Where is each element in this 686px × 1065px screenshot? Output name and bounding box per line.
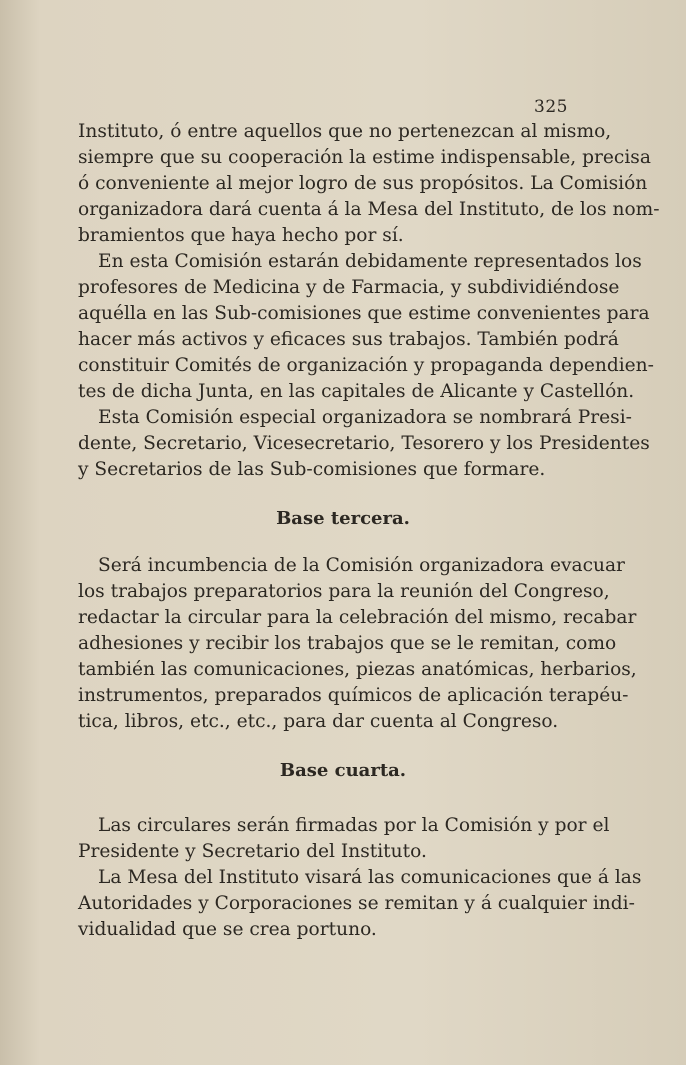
text-line: y Secretarios de las Sub-comisiones que formare. [78,459,546,480]
text-line: ó conveniente al mejor logro de sus propósitos. La Comisión [78,173,648,194]
text-line: aquélla en las Sub-comisiones que estime convenientes para [78,303,650,324]
paragraph-block-1 [78,119,660,483]
text-line: hacer más activos y eficaces sus trabajos. También podrá [78,329,619,350]
text-line: tica, libros, etc., etc., para dar cuenta al Congreso. [78,711,559,732]
text-line: instrumentos, preparados químicos de aplicación terapéu- [78,685,629,706]
text-line: los trabajos preparatorios para la reunión del Congreso, [78,581,610,602]
text-line: Presidente y Secretario del Instituto. [78,841,427,862]
text-line: Autoridades y Corporaciones se remitan y á cualquier indi- [78,893,635,914]
text-line: constituir Comités de organización y propaganda dependien- [78,355,654,376]
text-line: dente, Secretario, Vicesecretario, Tesorero y los Presidentes [78,433,650,454]
text-line: redactar la circular para la celebración del mismo, recabar [78,607,637,628]
text-line: Esta Comisión especial organizadora se nombrará Presi- [98,407,632,428]
section-heading-base-tercera: Base tercera. [276,508,410,529]
paragraph-block-3 [78,813,642,943]
text-line: Instituto, ó entre aquellos que no pertenezcan al mismo, [78,121,612,142]
text-line: también las comunicaciones, piezas anatómicas, herbarios, [78,659,637,680]
section-heading-base-cuarta: Base cuarta. [279,760,407,781]
text-line: vidualidad que se crea portuno. [78,919,377,940]
page-number: 325 [534,97,568,117]
text-line: adhesiones y recibir los trabajos que se le remitan, como [78,633,617,654]
text-line: organizadora dará cuenta á la Mesa del Instituto, de los nom- [78,199,660,220]
text-line: bramientos que haya hecho por sí. [78,225,404,246]
text-line: Las circulares serán firmadas por la Comisión y por el [98,815,610,836]
text-line: La Mesa del Instituto visará las comunicaciones que á las [98,867,642,888]
text-line: tes de dicha Junta, en las capitales de Alicante y Castellón. [78,381,635,402]
text-line: En esta Comisión estarán debidamente representados los [98,251,642,272]
text-line: siempre que su cooperación la estime indispensable, precisa [78,147,651,168]
paragraph-block-2 [78,553,637,735]
text-line: profesores de Medicina y de Farmacia, y subdividiéndose [78,277,620,298]
text-line: Será incumbencia de la Comisión organizadora evacuar [98,555,625,576]
